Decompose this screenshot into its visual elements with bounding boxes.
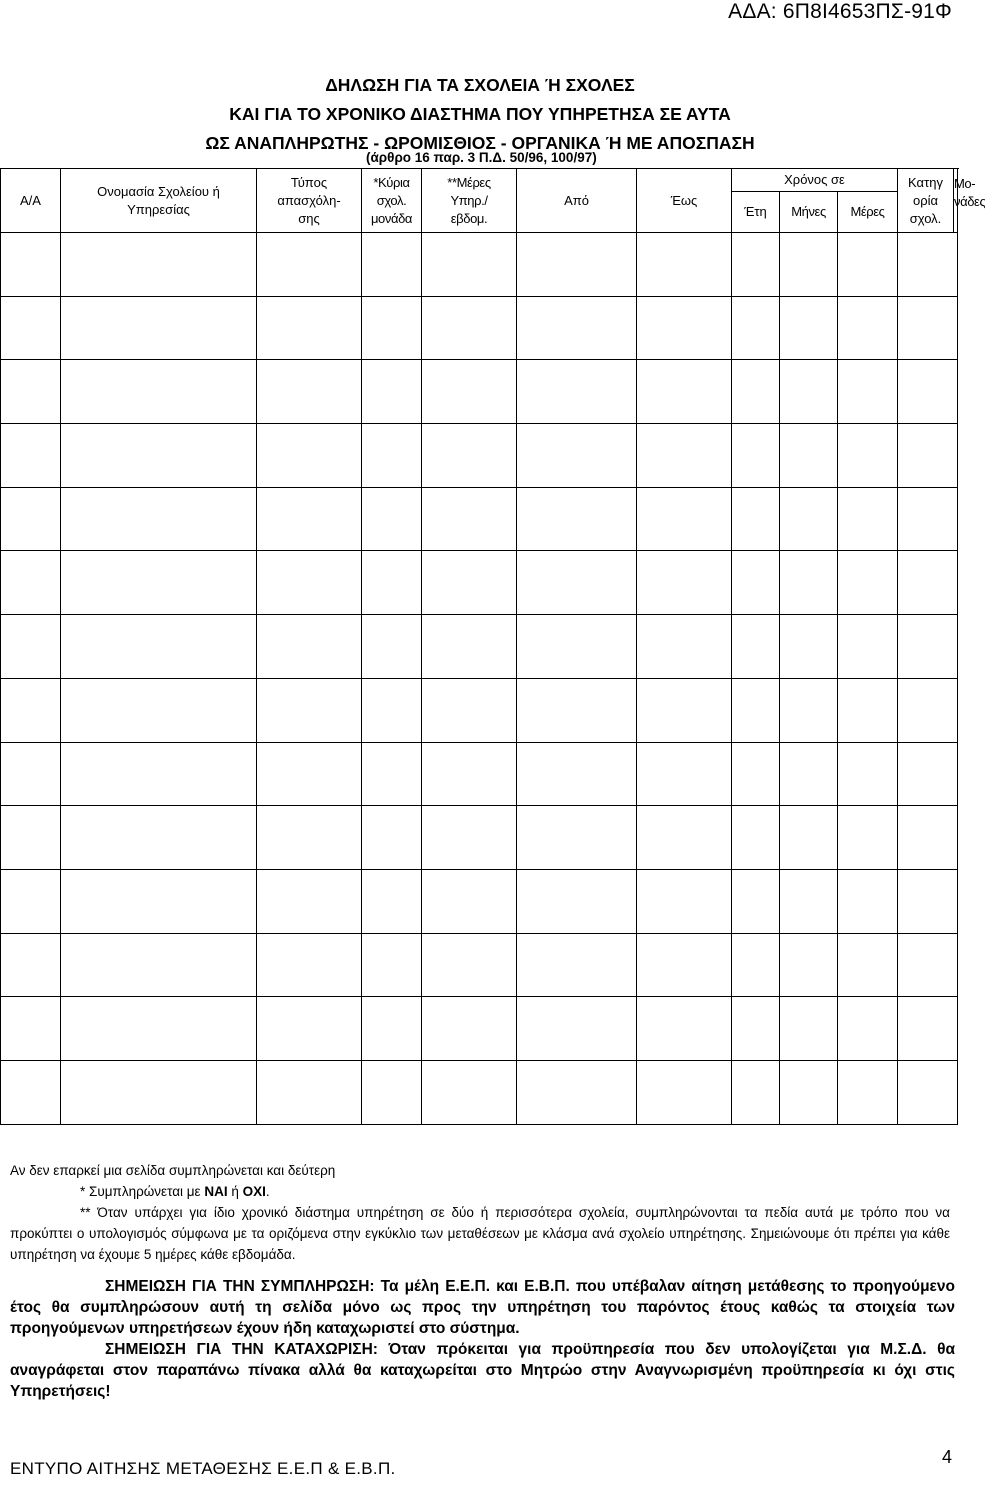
table-cell[interactable] [422,742,517,806]
table-cell[interactable] [898,615,958,679]
table-cell[interactable] [838,424,898,488]
table-cell[interactable] [637,678,732,742]
table-cell[interactable] [61,296,257,360]
table-cell[interactable] [780,360,838,424]
table-cell[interactable] [637,1060,732,1124]
note-completion: ΣΗΜΕΙΩΣΗ ΓΙΑ ΤΗΝ ΣΥΜΠΛΗΡΩΣΗ: Τα μέλη Ε.Ε.Π. και Ε.Β.Π. που υπέβαλαν αίτηση μετάθεσης το προηγούμενο έτος θα συμπληρώσουν αυτή τη σελίδα μόνο ως προς την υπηρέτηση του παρόντος έτους καθώς τα στοιχεία των προηγούμενων υπηρετήσεων έχουν ήδη καταχωριστεί στο σύστημα. [10,1278,955,1337]
table-cell[interactable] [898,933,958,997]
table-cell[interactable] [780,869,838,933]
table-cell[interactable] [257,487,362,551]
table-cell[interactable] [362,296,422,360]
header-time-in: Χρόνος σε [732,169,898,192]
table-row [1,424,958,488]
table-row [1,678,958,742]
table-cell[interactable] [898,742,958,806]
table-cell[interactable] [898,1060,958,1124]
table-cell[interactable] [422,233,517,297]
table-cell[interactable] [61,360,257,424]
table-cell[interactable] [732,551,780,615]
table-body [1,233,958,1125]
bold-notes [10,1276,955,1402]
table-cell[interactable] [637,360,732,424]
table-cell[interactable] [637,615,732,679]
title-line-1: ΔΗΛΩΣΗ ΓΙΑ ΤΑ ΣΧΟΛΕΙΑ Ή ΣΧΟΛΕΣ [325,75,635,95]
table-cell[interactable] [1,360,61,424]
table-cell[interactable] [838,1060,898,1124]
table-cell[interactable] [362,869,422,933]
table-cell[interactable] [898,806,958,870]
table-cell[interactable] [257,360,362,424]
table-cell[interactable] [838,678,898,742]
table-cell[interactable] [257,997,362,1061]
table-cell[interactable] [780,615,838,679]
note-asterisk: * Συμπληρώνεται με ΝΑΙ ή ΟΧΙ. [80,1184,270,1199]
table-cell[interactable] [838,360,898,424]
header-days: Μέρες [838,192,898,233]
table-cell[interactable] [61,1060,257,1124]
table-cell[interactable] [637,869,732,933]
table-cell[interactable] [898,296,958,360]
table-cell[interactable] [517,296,637,360]
table-cell[interactable] [637,487,732,551]
table-cell[interactable] [422,360,517,424]
table-cell[interactable] [61,869,257,933]
table-cell[interactable] [1,233,61,297]
table-row [1,869,958,933]
table-cell[interactable] [838,233,898,297]
table-cell[interactable] [732,233,780,297]
table-cell[interactable] [732,615,780,679]
table-cell[interactable] [517,742,637,806]
title-line-3: ΩΣ ΑΝΑΠΛΗΡΩΤΗΣ - ΩΡΟΜΙΣΘΙΟΣ - ΟΡΓΑΝΙΚΑ Ή ΜΕ ΑΠΟΣΠΑΣΗ [205,133,755,153]
table-cell[interactable] [1,997,61,1061]
table-cell[interactable] [1,806,61,870]
table-cell[interactable] [838,869,898,933]
table-cell[interactable] [61,487,257,551]
header-main-unit: *Κύρια σχολ. μονάδα [362,169,422,233]
header-months: Μήνες [780,192,838,233]
table-cell[interactable] [517,551,637,615]
table-cell[interactable] [1,487,61,551]
table-cell[interactable] [61,678,257,742]
table-cell[interactable] [732,742,780,806]
table-cell[interactable] [637,233,732,297]
table-row [1,933,958,997]
table-cell[interactable] [422,1060,517,1124]
table-cell[interactable] [732,869,780,933]
table-row [1,615,958,679]
table-cell[interactable] [637,424,732,488]
header-to: Έως [637,169,732,233]
table-row [1,360,958,424]
service-table [0,168,985,1125]
table-cell[interactable] [1,869,61,933]
table-row [1,487,958,551]
table-cell[interactable] [362,551,422,615]
table-cell[interactable] [838,997,898,1061]
table-cell[interactable] [637,997,732,1061]
table-cell[interactable] [257,869,362,933]
table-cell[interactable] [637,806,732,870]
table-cell[interactable] [637,742,732,806]
table-cell[interactable] [780,997,838,1061]
table-cell[interactable] [898,997,958,1061]
table-row [1,806,958,870]
table-cell[interactable] [732,360,780,424]
table-cell[interactable] [517,615,637,679]
table-cell[interactable] [61,615,257,679]
table-cell[interactable] [1,1060,61,1124]
table-row [1,1060,958,1124]
table-row [1,551,958,615]
table-cell[interactable] [257,742,362,806]
table-cell[interactable] [898,233,958,297]
table-cell[interactable] [517,806,637,870]
document-title [0,71,960,158]
header-from: Από [517,169,637,233]
table-cell[interactable] [780,678,838,742]
header-years: Έτη [732,192,780,233]
table-cell[interactable] [780,551,838,615]
table-cell[interactable] [422,615,517,679]
header-aa: Α/Α [1,169,61,233]
table-cell[interactable] [732,487,780,551]
page-number: 4 [941,1447,952,1467]
table-cell[interactable] [780,1060,838,1124]
table-cell[interactable] [362,742,422,806]
table-cell[interactable] [422,997,517,1061]
footer-text: ΕΝΤΥΠΟ ΑΙΤΗΣΗΣ ΜΕΤΑΘΕΣΗΣ Ε.Ε.Π & Ε.Β.Π. [10,1459,396,1478]
table-cell[interactable] [898,487,958,551]
title-line-2: ΚΑΙ ΓΙΑ ΤΟ ΧΡΟΝΙΚΟ ΔΙΑΣΤΗΜΑ ΠΟΥ ΥΠΗΡΕΤΗΣΑ ΣΕ ΑΥΤΑ [229,104,731,124]
table-cell[interactable] [780,487,838,551]
table-cell[interactable] [362,487,422,551]
table-cell[interactable] [898,360,958,424]
table-cell[interactable] [1,742,61,806]
table-cell[interactable] [422,678,517,742]
header-days-per-week: **Μέρες Υπηρ./ εβδομ. [422,169,517,233]
table-cell[interactable] [362,233,422,297]
table-cell[interactable] [517,233,637,297]
table-cell[interactable] [637,933,732,997]
table-cell[interactable] [422,933,517,997]
table-cell[interactable] [732,1060,780,1124]
table-cell[interactable] [1,424,61,488]
table-cell[interactable] [780,933,838,997]
table-cell[interactable] [362,615,422,679]
table-cell[interactable] [1,551,61,615]
table-cell[interactable] [517,487,637,551]
table-cell[interactable] [257,1060,362,1124]
table-cell[interactable] [257,678,362,742]
table-cell[interactable] [362,933,422,997]
table-cell[interactable] [780,233,838,297]
table-cell[interactable] [257,933,362,997]
table-row [1,296,958,360]
table-cell[interactable] [517,424,637,488]
table-cell[interactable] [61,997,257,1061]
table-cell[interactable] [362,678,422,742]
table-cell[interactable] [422,487,517,551]
table-cell[interactable] [838,615,898,679]
table-cell[interactable] [1,678,61,742]
table-cell[interactable] [61,551,257,615]
table-row [1,997,958,1061]
table-cell[interactable] [1,933,61,997]
table-cell[interactable] [838,742,898,806]
table-cell[interactable] [362,1060,422,1124]
notes [10,1160,950,1265]
table-cell[interactable] [517,997,637,1061]
table-cell[interactable] [838,933,898,997]
header-units: Μο- νάδες [954,169,958,233]
table-cell[interactable] [257,233,362,297]
table-cell[interactable] [780,742,838,806]
table-cell[interactable] [1,615,61,679]
note-extra-page: Αν δεν επαρκεί μια σελίδα συμπληρώνεται και δεύτερη [10,1163,336,1178]
table-cell[interactable] [637,551,732,615]
table-cell[interactable] [780,806,838,870]
table-cell[interactable] [517,1060,637,1124]
note-double-asterisk: ** Όταν υπάρχει για ίδιο χρονικό διάστημα υπηρέτηση σε δύο ή περισσότερα σχολεία, συμπληρώνονται τα πεδία αυτά με τρόπο που να προκύπτει ο υπολογισμός σύμφωνα με τα οριζόμενα στην εγκύκλιο των μεταθέσεων με κλάσμα ανά σχολείο υπηρέτησης. Σημειώνουμε ότι πρέπει για κάθε υπηρέτηση να έχουμε 5 ημέρες κάθε εβδομάδα. [10,1205,950,1262]
table-cell[interactable] [898,869,958,933]
ada-code: ΑΔΑ: 6Π8Ι4653ΠΣ-91Φ [728,0,952,23]
table-cell[interactable] [838,296,898,360]
table-cell[interactable] [838,487,898,551]
table-cell[interactable] [61,233,257,297]
table-cell[interactable] [517,869,637,933]
table-cell[interactable] [257,424,362,488]
table-cell[interactable] [362,997,422,1061]
table-cell[interactable] [732,296,780,360]
table-cell[interactable] [780,424,838,488]
header-category: Κατηγ ορία σχολ. [898,169,954,233]
table-cell[interactable] [61,742,257,806]
table-cell[interactable] [422,806,517,870]
table-cell[interactable] [637,296,732,360]
table-cell[interactable] [362,424,422,488]
note-registration: ΣΗΜΕΙΩΣΗ ΓΙΑ ΤΗΝ ΚΑΤΑΧΩΡΙΣΗ: Όταν πρόκειται για προϋπηρεσία που δεν υπολογίζεται για Μ.Σ.Δ. θα αναγράφεται στον παραπάνω πίνακα αλλά θα καταχωρείται στο Μητρώο στην Αναγνωρισμένη προϋπηρεσία κι όχι στις Υπηρετήσεις! [10,1341,955,1400]
table-cell[interactable] [422,296,517,360]
table-cell[interactable] [61,933,257,997]
table-cell[interactable] [257,615,362,679]
table-cell[interactable] [838,806,898,870]
table-cell[interactable] [61,424,257,488]
table-cell[interactable] [517,678,637,742]
table-cell[interactable] [257,806,362,870]
table-cell[interactable] [780,296,838,360]
table-row [1,742,958,806]
table-cell[interactable] [732,424,780,488]
table-row [1,233,958,297]
table-cell[interactable] [732,933,780,997]
article-reference: (άρθρο 16 παρ. 3 Π.Δ. 50/96, 100/97) [366,150,597,165]
table-cell[interactable] [517,933,637,997]
table-cell[interactable] [362,806,422,870]
table-cell[interactable] [257,296,362,360]
table-cell[interactable] [422,424,517,488]
table-cell[interactable] [732,678,780,742]
table-cell[interactable] [732,997,780,1061]
table-cell[interactable] [517,360,637,424]
table-cell[interactable] [1,296,61,360]
table-cell[interactable] [422,869,517,933]
header-employment-type: Τύπος απασχόλη- σης [257,169,362,233]
table-cell[interactable] [257,551,362,615]
table-cell[interactable] [422,551,517,615]
table-cell[interactable] [898,678,958,742]
table-cell[interactable] [61,806,257,870]
table-cell[interactable] [838,551,898,615]
table-cell[interactable] [362,360,422,424]
table-cell[interactable] [898,551,958,615]
header-school-name: Ονομασία Σχολείου ή Υπηρεσίας [61,169,257,233]
table-cell[interactable] [898,424,958,488]
table-cell[interactable] [732,806,780,870]
